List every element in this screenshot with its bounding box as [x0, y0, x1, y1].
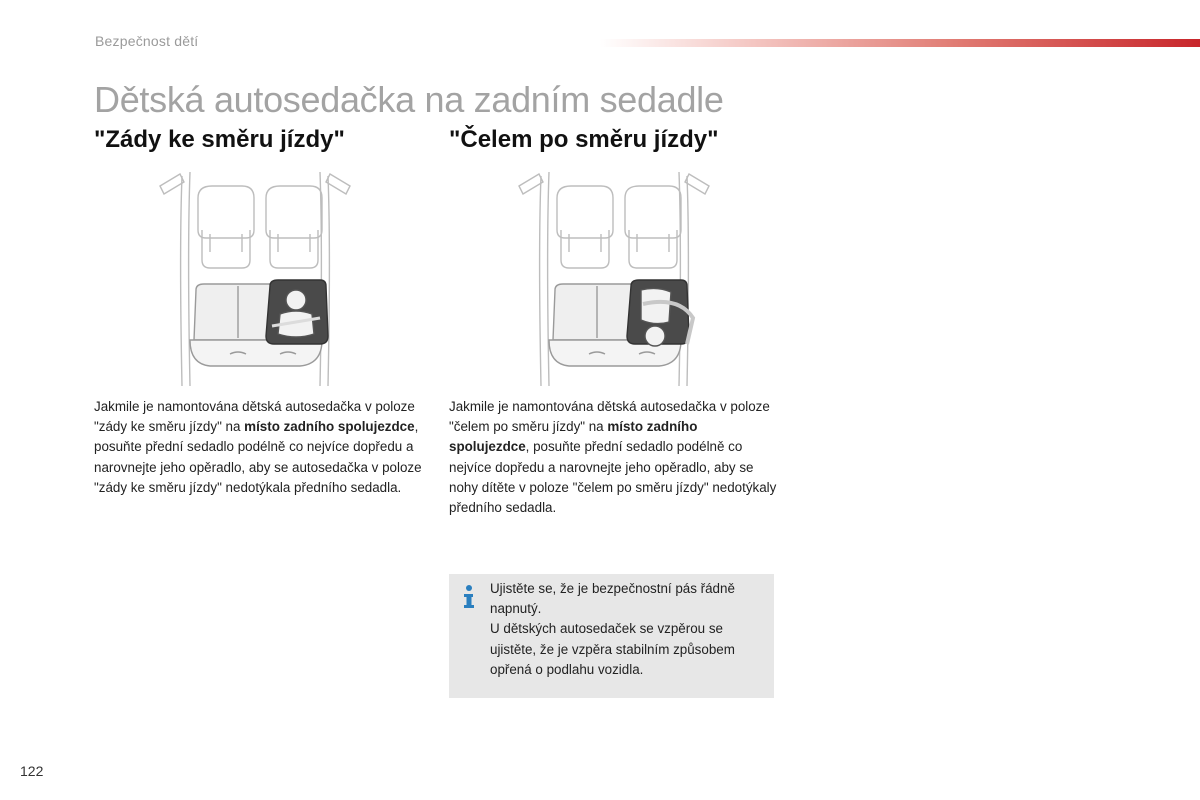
rear-facing-text-bold: místo zadního spolujezdce — [244, 419, 415, 435]
info-line-support-leg: U dětských autosedaček se vzpěrou se ujistěte, že je vzpěra stabilním způsobem opřená o podlahu vozidla. — [490, 621, 735, 677]
rear-facing-text-part2: , posuňte přední sedadlo podélně co nejvíce dopředu a narovnejte jeho opěradlo, aby se autosedačka v poloze "zády ke směru jízdy" nedotýkala předního sedadla. — [94, 419, 422, 495]
rear-facing-text-part1: Jakmile je namontována dětská autosedačka v poloze "zády ke směru jízdy" na — [94, 399, 415, 435]
forward-facing-heading: "Čelem po směru jízdy" — [449, 126, 719, 153]
rear-facing-instructions — [94, 397, 424, 498]
forward-facing-text-part1: Jakmile je namontována dětská autosedačka v poloze "čelem po směru jízdy" na — [449, 399, 770, 435]
info-line-seatbelt: Ujistěte se, že je bezpečnostní pás řádně napnutý. — [490, 581, 735, 617]
page-title: Dětská autosedačka na zadním sedadle — [94, 79, 724, 120]
forward-facing-instructions — [449, 397, 779, 518]
forward-facing-text-bold: místo zadního spolujezdce — [449, 419, 698, 455]
info-box — [449, 574, 774, 698]
section-label: Bezpečnost dětí — [95, 33, 199, 49]
page-number: 122 — [20, 763, 44, 779]
rear-facing-seat-illustration — [150, 168, 360, 388]
rear-facing-heading: "Zády ke směru jízdy" — [94, 126, 345, 153]
header-accent-bar — [600, 39, 1200, 47]
forward-facing-seat-illustration — [509, 168, 719, 388]
forward-facing-text-part2: , posuňte přední sedadlo podélně co nejvíce dopředu a narovnejte jeho opěradlo, aby se nohy dítěte v poloze "čelem po směru jízdy" nedotýkaly předního sedadla. — [449, 439, 777, 516]
info-text — [490, 579, 765, 680]
info-icon — [461, 584, 477, 610]
